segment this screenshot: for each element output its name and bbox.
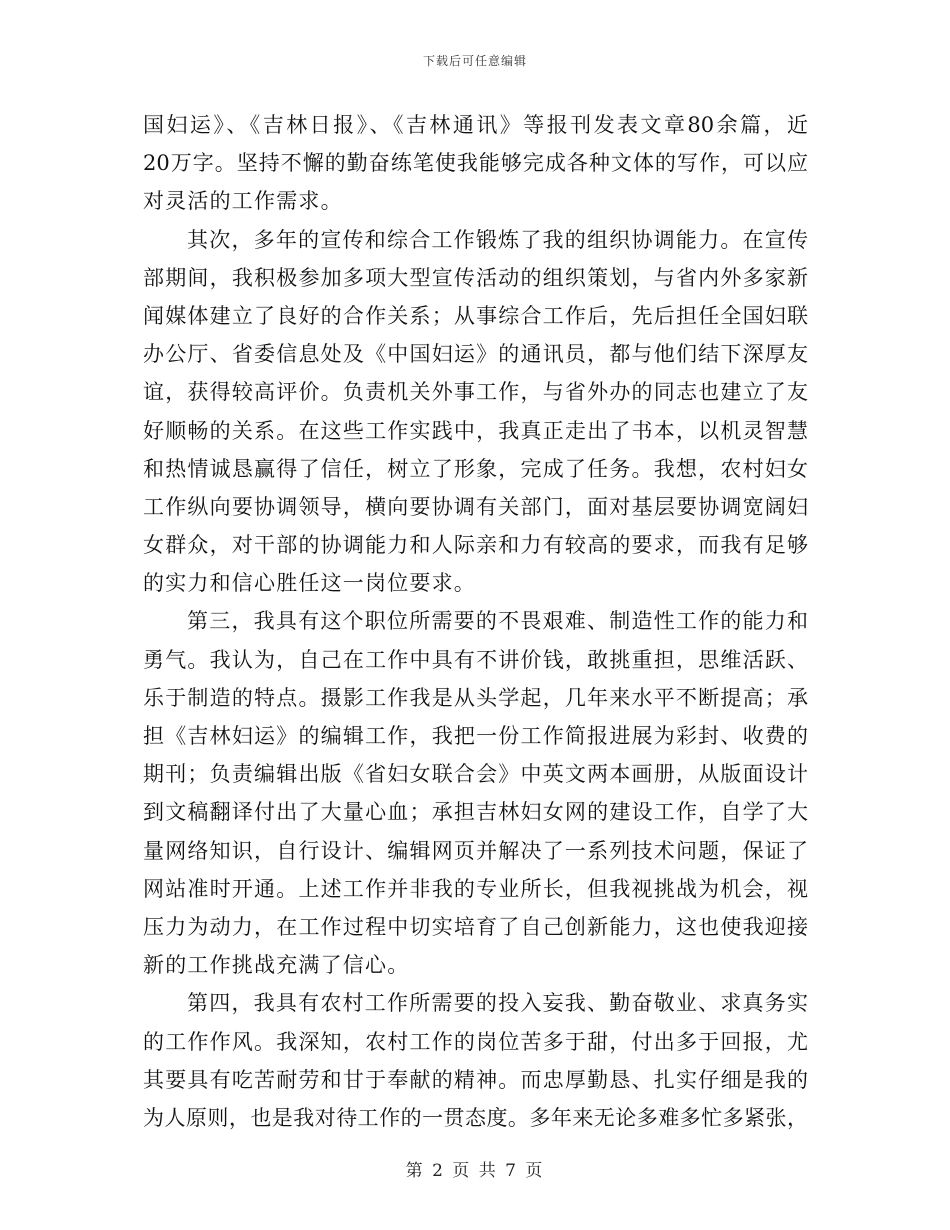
text-line: 为人原则，也是我对待工作的一贯态度。多年来无论多难多忙多紧张，: [143, 1105, 808, 1130]
text-line: 其要具有吃苦耐劳和甘于奉献的精神。而忠厚勤恳、扎实仔细是我的: [143, 1067, 808, 1092]
text-line: 国妇运》、《吉林日报》、《吉林通讯》等报刊发表文章80余篇，近: [143, 113, 808, 137]
text-line: 压力为动力，在工作过程中切实培育了自己创新能力，这也使我迎接: [143, 914, 808, 939]
text-line: 闻媒体建立了良好的合作关系；从事综合工作后，先后担任全国妇联: [143, 303, 808, 328]
paragraph-start-line: 第四，我具有农村工作所需要的投入妄我、勤奋敬业、求真务实: [187, 991, 808, 1016]
text-line: 担《吉林妇运》的编辑工作，我把一份工作简报进展为彩封、收费的: [143, 724, 808, 748]
text-line: 好顺畅的关系。在这些工作实践中，我真正走出了书本，以机灵智慧: [143, 418, 808, 443]
document-body: [143, 106, 808, 1137]
text-line: 勇气。我认为，自己在工作中具有不讲价钱，敢挑重担，思维活跃、: [143, 647, 808, 672]
text-line: 期刊；负责编辑出版《省妇女联合会》中英文两本画册，从版面设计: [143, 762, 808, 787]
text-line: 谊，获得较高评价。负责机关外事工作，与省外办的同志也建立了友: [143, 380, 808, 405]
text-line: 新的工作挑战充满了信心。: [143, 953, 410, 978]
paragraph-start-line: 其次，多年的宣传和综合工作锻炼了我的组织协调能力。在宣传: [187, 227, 808, 252]
paragraph-start-line: 第三，我具有这个职位所需要的不畏艰难、制造性工作的能力和: [187, 609, 808, 634]
text-line: 网站准时开通。上述工作并非我的专业所长，但我视挑战为机会，视: [143, 876, 808, 901]
page-header: 下载后可任意编辑: [422, 54, 527, 68]
text-line: 部期间，我积极参加多项大型宣传活动的组织策划，与省内外多家新: [143, 265, 808, 290]
text-line: 的工作作风。我深知，农村工作的岗位苦多于甜，付出多于回报，尤: [143, 1029, 808, 1054]
text-line: 对灵活的工作需求。: [143, 189, 343, 214]
text-line: 女群众，对干部的协调能力和人际亲和力有较高的要求，而我有足够: [143, 533, 808, 558]
text-line: 乐于制造的特点。摄影工作我是从头学起，几年来水平不断提高；承: [143, 685, 808, 710]
text-line: 的实力和信心胜任这一岗位要求。: [143, 571, 476, 596]
text-line: 20万字。坚持不懈的勤奋练笔使我能够完成各种文体的写作，可以应: [143, 151, 808, 176]
text-line: 和热情诚恳赢得了信任，树立了形象，完成了任务。我想，农村妇女: [143, 456, 808, 481]
text-line: 到文稿翻译付出了大量心血；承担吉林妇女网的建设工作，自学了大: [143, 800, 808, 825]
text-line: 办公厅、省委信息处及《中国妇运》的通讯员，都与他们结下深厚友: [143, 342, 808, 367]
text-line: 工作纵向要协调领导，横向要协调有关部门，面对基层要协调宽阔妇: [143, 494, 808, 519]
page-number-footer: 第 2 页 共 7 页: [405, 1161, 545, 1181]
text-line: 量网络知识，自行设计、编辑网页并解决了一系列技术问题，保证了: [143, 838, 808, 863]
